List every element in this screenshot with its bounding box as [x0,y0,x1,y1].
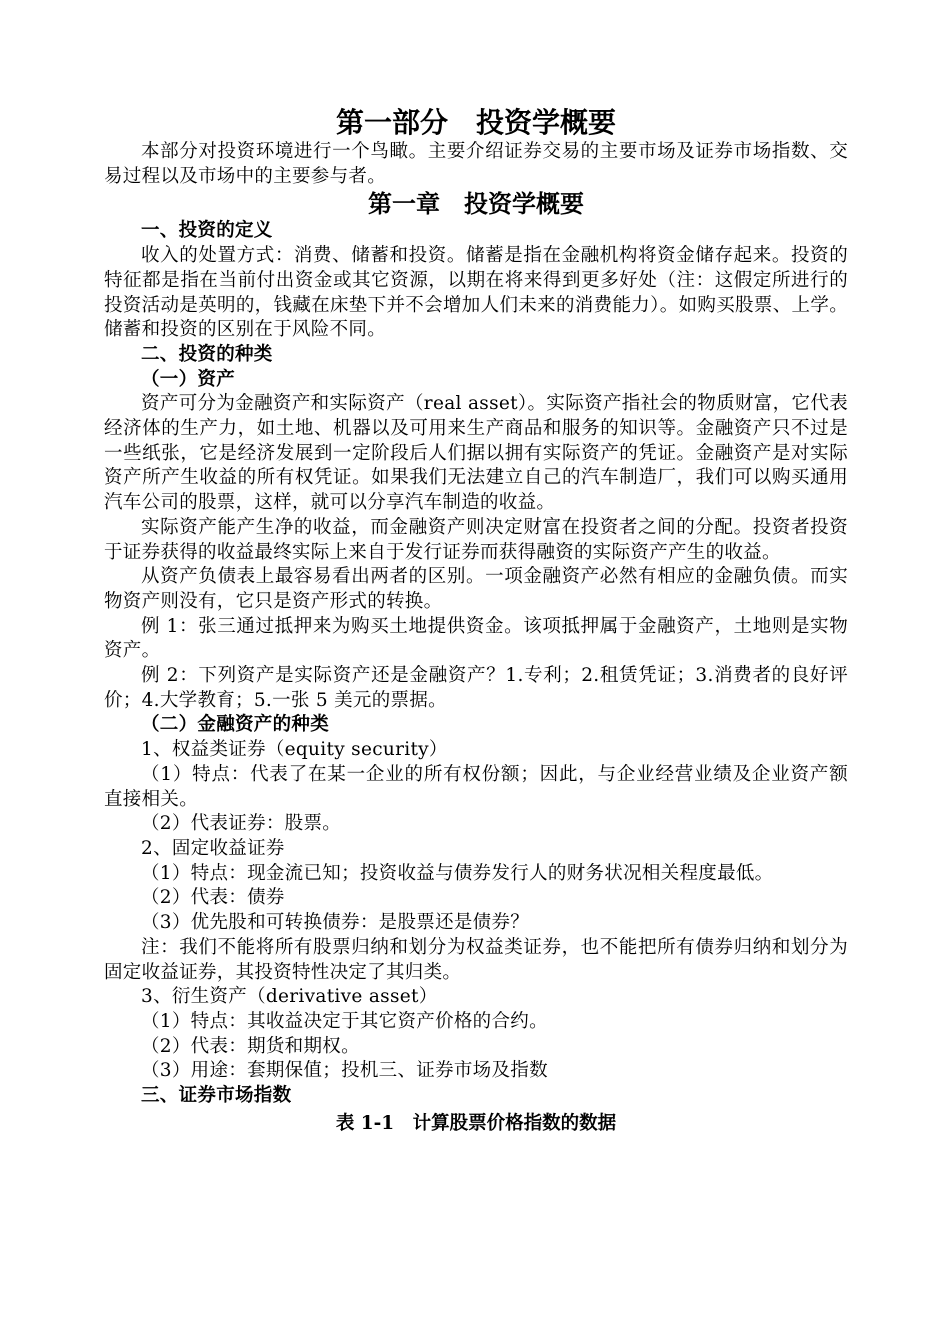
list-item: 3、衍生资产（derivative asset） [141,986,438,1008]
paragraph: 资产可分为金融资产和实际资产（real asset）。实际资产指社会的物质财富，它代表经济体的生产力，如土地、机器以及可用来生产商品和服务的知识等。金融资产只不过是一些纸张，它是经济发展到一定阶段后人们据以拥有实际资产的凭证。金融资产是对实际资产所产生收益的所有权凭证。如果我们无法建立自己的汽车制造厂，我们可以购买通用汽车公司的股票，这样，就可以分享汽车制造的收益。 [104,393,848,514]
example-paragraph: 例 1：张三通过抵押来为购买土地提供资金。该项抵押属于金融资产，土地则是实物资产。 [104,615,848,662]
subsection-heading: （二）金融资产的种类 [141,714,330,736]
list-item: （2）代表：债券 [141,887,285,909]
part-title: 第一部分 投资学概要 [335,106,616,139]
example-paragraph: 例 2：下列资产是实际资产还是金融资产？1.专利；2.租赁凭证；3.消费者的良好评价；4.大学教育；5.一张 5 美元的票据。 [104,665,848,711]
section-heading: 二、投资的种类 [141,343,273,365]
list-item: （1）特点：其收益决定于其它资产价格的合约。 [141,1010,548,1032]
paragraph: 从资产负债表上最容易看出两者的区别。一项金融资产必然有相应的金融负债。而实物资产则没有，它只是资产形式的转换。 [104,566,848,612]
section-heading: 三、证券市场指数 [141,1085,292,1107]
list-item: （1）特点：现金流已知；投资收益与债券发行人的财务状况相关程度最低。 [141,862,774,884]
subsection-heading: （一）资产 [141,368,236,390]
paragraph: 收入的处置方式：消费、储蓄和投资。储蓄是指在金融机构将资金储存起来。投资的特征都是指在当前付出资金或其它资源，以期在将来得到更多好处（注：这假定所进行的投资活动是英明的，钱藏在床垫下并不会增加人们未来的消费能力）。如购买股票、上学。储蓄和投资的区别在于风险不同。 [104,245,848,341]
list-item: 1、权益类证券（equity security） [141,739,448,761]
list-item: （1）特点：代表了在某一企业的所有权份额；因此，与企业经营业绩及企业资产额直接相关。 [104,763,848,810]
document-page [104,106,848,1139]
list-item: （3）用途：套期保值；投机三、证券市场及指数 [141,1060,548,1082]
part-intro: 本部分对投资环境进行一个鸟瞰。主要介绍证券交易的主要市场及证券市场指数、交易过程以及市场中的主要参与者。 [104,141,848,187]
paragraph: 实际资产能产生净的收益，而金融资产则决定财富在投资者之间的分配。投资者投资于证券获得的收益最终实际上来自于发行证券而获得融资的实际资产产生的收益。 [104,516,848,563]
list-item: 2、固定收益证券 [141,837,285,859]
list-item: （2）代表：期货和期权。 [141,1035,360,1057]
list-item: （3）优先股和可转换债券：是股票还是债券？ [141,912,530,934]
chapter-title: 第一章 投资学概要 [368,189,584,219]
list-item: （2）代表证券：股票。 [141,813,342,835]
table-caption: 表 1-1 计算股票价格指数的数据 [335,1112,617,1134]
note-paragraph: 注：我们不能将所有股票归纳和划分为权益类证券，也不能把所有债券归纳和划分为固定收益证券，其投资特性决定了其归类。 [104,936,848,983]
section-heading: 一、投资的定义 [141,220,273,242]
